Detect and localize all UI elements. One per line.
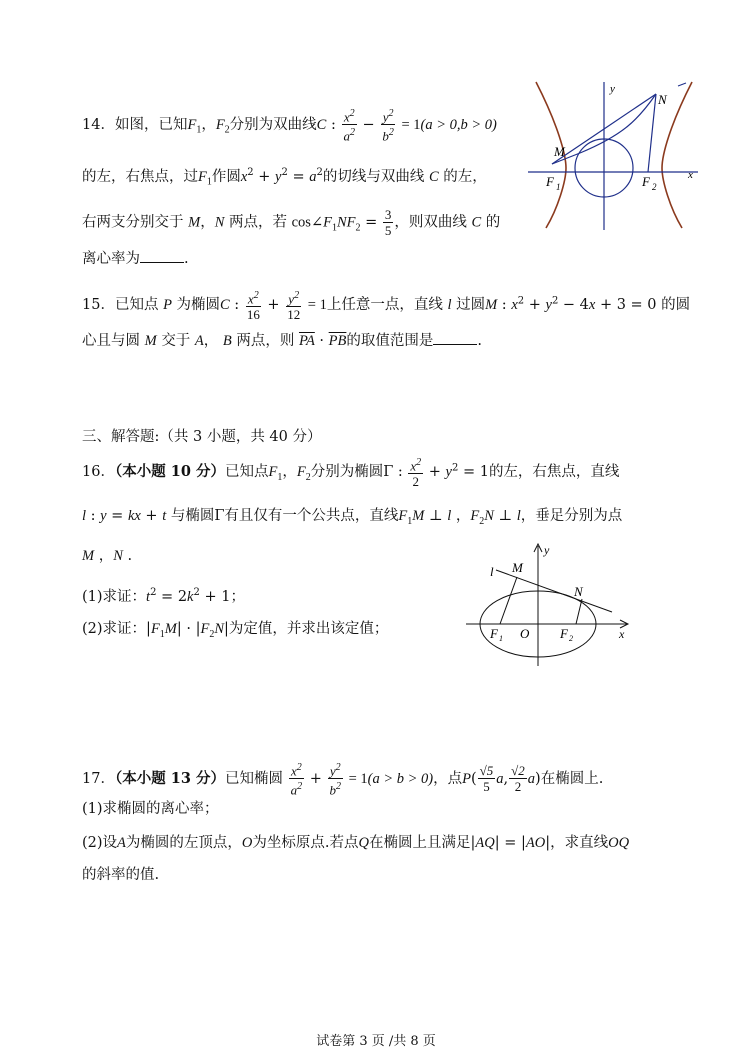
q15-line1: 15．已知点 P 为椭圆C : $\frac{x^2}{16}$ + $\frac{y^2}{12}$ = 1上任意一点，直线 l 过圆M : $x^2 + y^2 - 4x + 3 = 0$ 的圆 [82,290,691,323]
q16-part1: (1)求证：$t^2 = 2k^2 + 1$； [82,587,245,605]
svg-text:1: 1 [499,634,503,643]
q17-part2: (2)设A为椭圆的左顶点，O为坐标原点.若点Q在椭圆上且满足|AQ| = |AO|，求直线OQ [82,835,630,851]
q17-part1: (1)求椭圆的离心率； [82,801,219,817]
q16-line1: 16．（本小题 10 分）已知点$F_1$，$F_2$分别为椭圆Γ : $\frac{x^2}{2}$ + $y^2 = 1$的左，右焦点，直线 [82,457,620,490]
ellipse-figure [462,540,632,670]
svg-text:2: 2 [569,634,573,643]
q14-line1: 14．如图，已知$F_1$，$F_2$分别为双曲线C : $\frac{x^2}{a^2}$ − $\frac{y^2}{b^2}$ = 1(a > 0,b > 0) [82,108,497,144]
svg-text:O: O [520,626,530,641]
svg-text:M: M [512,560,523,575]
q16-line2: l : y = kx + t 与椭圆Γ有且仅有一个公共点，直线$F_1M$ ⊥ l ，$F_2N$ ⊥ l，垂足分别为点 [82,508,623,527]
q14-line2: 的左，右焦点，过$F_1$作圆$x^2 + y^2 = a^2$的切线与双曲线 C 的左， [82,167,487,188]
answer-blank[interactable] [140,248,184,263]
svg-text:2: 2 [652,182,657,192]
hyperbola-figure [528,80,700,230]
page-footer: 试卷第 3 页 /共 8 页 [316,1034,436,1049]
svg-text:N: N [658,92,667,107]
q15-line2: 心且与圆 M 交于 A， B 两点，则 $\overline{PA} \cdot \overline{PB}$的取值范围是 . [82,330,482,352]
svg-text:F: F [490,626,498,641]
svg-text:N: N [574,584,583,599]
section-heading: 三、解答题:（共 3 小题，共 40 分） [82,429,322,445]
svg-text:F: F [560,626,568,641]
svg-text:F: F [642,174,650,189]
q14-line4: 离心率为 . [82,248,189,270]
svg-text:M: M [554,144,565,159]
q16-part2: (2)求证：$|F_1M| \cdot |F_2N|$为定值，并求出该定值； [82,621,389,640]
svg-text:x: x [688,169,693,181]
svg-text:y: y [544,543,550,557]
svg-text:x: x [619,627,625,641]
q17-part2-cont: 的斜率的值. [82,867,160,883]
svg-text:l: l [490,564,494,579]
svg-text:1: 1 [556,182,561,192]
q17-line1: 17．（本小题 13 分）已知椭圆 $\frac{x^2}{a^2}$ + $\frac{y^2}{b^2}$ = 1(a > b > 0)，点P( $\frac{√5}{5}$ a, $\frac{√2}{2}$ a)在椭圆上. [82,762,604,798]
q16-line3: M ，N . [82,548,133,564]
answer-blank[interactable] [433,330,477,345]
q14-line3: 右两支分别交于 M，N 两点，若 $\cos\angle F_1NF_2$ = $\frac{3}{5}$ ，则双曲线 C 的 [82,207,501,238]
svg-text:y: y [610,83,615,95]
svg-text:F: F [546,174,554,189]
